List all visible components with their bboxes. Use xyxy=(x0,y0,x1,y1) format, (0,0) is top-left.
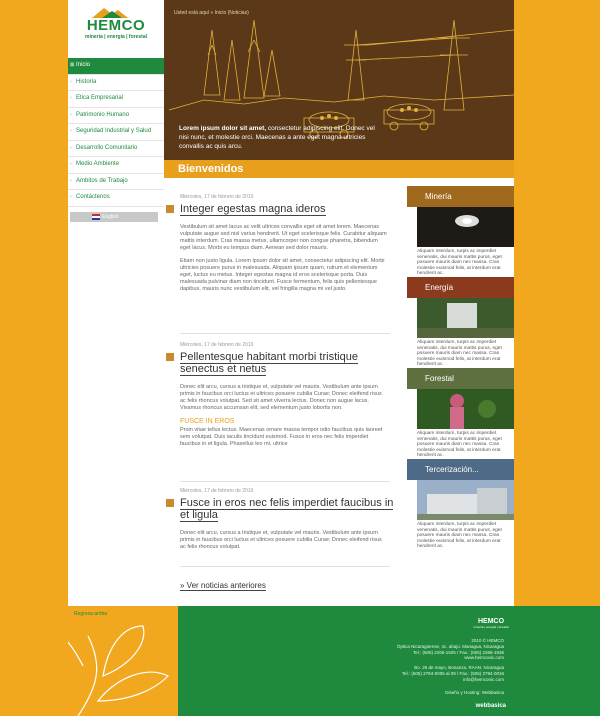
post-date: Miércoles, 17 de febrero de 2010 xyxy=(180,342,254,348)
post-divider xyxy=(180,566,390,567)
sidebar-heading[interactable]: Forestal xyxy=(407,368,514,389)
nav-item-2[interactable] xyxy=(68,91,164,108)
bullet-square-icon xyxy=(166,353,174,361)
sidebar-text: Aliquam interdum, turpis ac imperdiet venenatis, dui mauris mattis purus, eget posuere mauris diam nec massa. Cras molestie euismod felis, at interdum erat hendrerit ac. xyxy=(417,522,502,550)
nav-item-label: Desarrollo Comunitario xyxy=(76,144,138,151)
chevron-right-icon: › xyxy=(70,144,72,151)
footer-logo-tagline: minería | energía | forestal xyxy=(473,625,509,629)
sidebar-text: Aliquam interdum, turpis ac imperdiet venenatis, dui mauris mattis purus, eget posuere mauris diam nec massa. Cras molestie euismod felis, at interdum erat hendrerit ac. xyxy=(417,340,502,368)
logo[interactable] xyxy=(68,0,164,58)
footer-left-band xyxy=(0,606,68,716)
bullet-square-icon xyxy=(166,205,174,213)
chevron-right-icon: ⊠ xyxy=(70,62,75,68)
footer-address-managua: 2010 © HEMCO Óptica Nicaragüense, 4c. abajo. Managua, Nicaragua Tel.: (505) 2266-1925 / Fax.: (505) 2266-1936 www.hemconic.com xyxy=(396,638,504,661)
building-image xyxy=(417,480,514,520)
chevron-right-icon: › xyxy=(70,161,72,167)
post-body xyxy=(164,224,389,293)
nav-item-label: Ambitos de Trabajo xyxy=(76,177,128,184)
chevron-right-icon: › xyxy=(70,177,72,184)
brand-tagline: minería | energía | forestal xyxy=(85,34,147,40)
post-body xyxy=(164,427,389,448)
sidebar-tercerizacion[interactable] xyxy=(407,459,514,550)
post-2 xyxy=(164,342,394,454)
older-news-link[interactable]: » Ver noticias anteriores xyxy=(180,581,266,590)
language-label: English xyxy=(102,214,119,220)
left-background xyxy=(0,0,68,606)
nav-item-5[interactable] xyxy=(68,141,164,158)
brand-name: HEMCO xyxy=(86,17,146,34)
leaf-decoration xyxy=(68,606,178,716)
sidebar-heading[interactable]: Energía xyxy=(407,277,514,298)
nav-item-label: Contáctenos xyxy=(76,194,110,200)
nav-item-label: Historia xyxy=(76,78,97,85)
chevron-right-icon: › xyxy=(70,194,72,200)
post-title[interactable] xyxy=(164,351,394,375)
main-nav xyxy=(68,58,164,207)
building-photo xyxy=(417,480,514,520)
nav-item-label: Patrimonio Humano xyxy=(76,111,130,118)
hero-caption xyxy=(179,124,379,151)
nav-item-8[interactable] xyxy=(68,190,164,207)
post-1 xyxy=(164,194,394,299)
nav-item-label: Seguridad Industrial y Salud xyxy=(76,128,152,134)
chevron-right-icon: › xyxy=(70,128,72,134)
post-title-link[interactable]: Pellentesque habitant morbi tristique senectus et netus xyxy=(180,351,358,375)
us-flag-icon xyxy=(92,214,100,220)
footer-address-bonanza: Bo. 26 de mayo, Bonanza, RAAN, Nicaragua Tel.: (505) 2794-0005 al 09 / Fax.: (505) 2794-0016 info@hemconic.com xyxy=(401,665,504,682)
right-background xyxy=(514,0,600,606)
post-paragraph: Etiam non justo ligula. Lorem ipsum dolor sit amet, consectetur adipiscing elit. Morbi ultricies posuere purus in malesuada. Aliquam ipsum quam, rutrum et elementum eget, luctus eu metus. Integer egestas magna id eros scelerisque porta. Duis malesuada pulvinar diam non tincidunt. Fusce fermentum, felis quis pellentesque dapibus, mauris nunc vestibulum elit, vel fringilla magna mi vel justo. xyxy=(180,258,385,292)
welcome-heading: Bienvenidos xyxy=(164,160,514,178)
waterfall-photo xyxy=(417,298,514,338)
nav-item-3[interactable] xyxy=(68,108,164,125)
mining-image xyxy=(417,207,514,247)
post-date: Miércoles, 17 de febrero de 2010 xyxy=(180,194,254,200)
back-to-top-link[interactable]: Regresa arriba xyxy=(74,611,108,617)
sidebar-heading[interactable]: Tercerización... xyxy=(407,459,514,480)
forest-image xyxy=(417,389,514,429)
chevron-right-icon: › xyxy=(70,111,72,118)
footer-logo[interactable] xyxy=(470,618,512,629)
sidebar-energia[interactable] xyxy=(407,277,514,368)
post-body xyxy=(164,384,389,412)
language-switch[interactable] xyxy=(70,212,158,222)
nav-item-label: Etica Empresarial xyxy=(76,95,124,101)
bullet-square-icon xyxy=(166,499,174,507)
waterfall-image xyxy=(417,298,514,338)
post-title[interactable] xyxy=(164,203,394,215)
sidebar-forestal[interactable] xyxy=(407,368,514,459)
sidebar-text: Aliquam interdum, turpis ac imperdiet venenatis, dui mauris mattis purus, eget posuere mauris diam nec massa. Cras molestie euismod felis, at interdum erat hendrerit ac. xyxy=(417,431,502,459)
post-body xyxy=(164,530,389,551)
hero-caption-bold: Lorem ipsum dolor sit amet, xyxy=(179,125,267,132)
nav-item-7[interactable] xyxy=(68,174,164,191)
sidebar-text: Aliquam interdum, turpis ac imperdiet venenatis, dui mauris mattis purus, eget posuere mauris diam nec massa. Cras molestie euismod felis, at interdum erat hendrerit ac. xyxy=(417,249,502,277)
post-title[interactable] xyxy=(164,497,394,521)
breadcrumb: Usted está aquí » Inicio (Noticias) xyxy=(174,10,249,16)
post-title-link[interactable]: Integer egestas magna ideros xyxy=(180,203,326,215)
mining-photo xyxy=(417,207,514,247)
post-date: Miércoles, 17 de febrero de 2010 xyxy=(180,488,254,494)
footer-logo-name: HEMCO xyxy=(477,618,505,625)
chevron-right-icon: › xyxy=(70,78,72,85)
post-divider xyxy=(180,481,390,482)
webbasica-logo[interactable]: webbasica xyxy=(475,703,506,709)
forest-photo xyxy=(417,389,514,429)
sidebar-mineria[interactable] xyxy=(407,186,514,277)
post-paragraph: Donec elit arcu, cursus a tristique et, vulputate vel mauris. Vestibulum ante ipsum primis in faucibus orci luctus et ultrices posuere cubilia Curae; Donec eleifend risus ac felis rhoncus volutpat. Sed sit amet viverra lectus. Donec non augue lacus. Vivamus rhoncus accumsan elit, sed elementum justo lobortis non. xyxy=(180,384,382,411)
nav-item-1[interactable] xyxy=(68,75,164,92)
post-paragraph: Donec elit arcu, cursus a tristique et, vulputate vel mauris. Vestibulum ante ipsum primis in faucibus orci luctus et ultrices posuere cubilia Curae; Donec eleifend risus ac felis rhoncus volutpat. xyxy=(180,530,382,550)
footer-credit[interactable]: Diseño y Hosting: Webbasica xyxy=(445,690,504,695)
nav-item-4[interactable] xyxy=(68,124,164,141)
post-divider xyxy=(180,333,390,334)
post-subheading: FUSCE IN EROS xyxy=(180,418,235,425)
nav-item-label: Inicio xyxy=(76,62,91,68)
nav-item-label: Medio Ambiente xyxy=(76,161,120,167)
post-3 xyxy=(164,488,394,557)
chevron-right-icon: › xyxy=(70,95,72,101)
sidebar-heading[interactable]: Minería xyxy=(407,186,514,207)
post-title-link[interactable]: Fusce in eros nec felis imperdiet faucibus in et ligula xyxy=(180,497,394,521)
hero-caption-text: consectetur adipiscing elit. Donec vel nisi nunc, et molestie orci. Maecenas a ante eget magna ultricies convallis ac quis arcu. xyxy=(179,125,375,150)
nav-item-6[interactable] xyxy=(68,157,164,174)
post-paragraph: Vestibulum sit amet lacus ac velit ultrices convallis eget sit amet lorem. Maecenas vulputate augue sed nisl varius hendrerit. Ut eget scelerisque felis. Curabitur aliquam mattis interdum. Cras massa metus, ullamcorper non congue pharetra, bibendum eget lacus. Morbi eu tempus diam. Aenean sed dolor mauris. xyxy=(180,224,387,251)
nav-item-0[interactable] xyxy=(68,58,164,75)
post-paragraph: Proin vitae tellus lectus. Maecenas ornare massa tempor odio faucibus quis laoreet sem volutpat. Duis iaculis tincidunt euismod. Fusce in eros nec felis imperdiet faucibus in et ligula. Phasellus leo mi, ultrice xyxy=(180,427,383,447)
